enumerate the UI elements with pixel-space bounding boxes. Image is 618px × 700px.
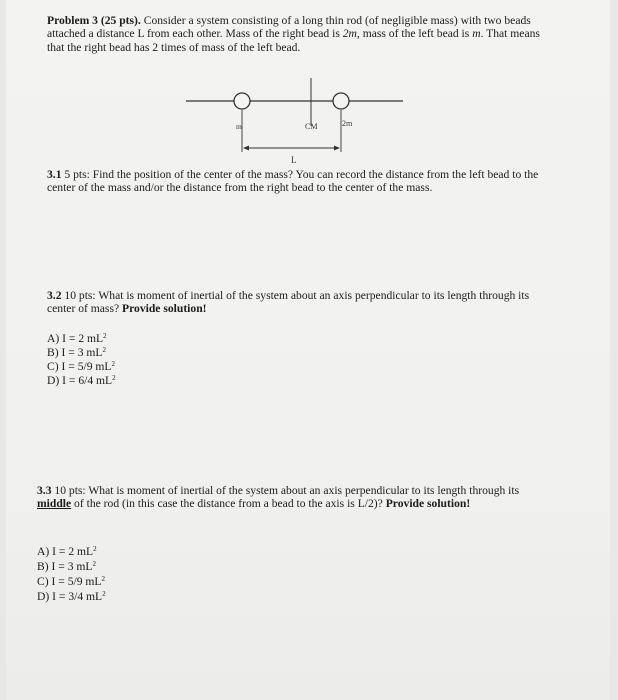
- q32-text: 10 pts: What is moment of inertial of the system about an axis perpendicular to its length through its center of mass?: [47, 289, 530, 316]
- arrowhead-right: [334, 146, 340, 151]
- problem-intro-part-1: Consider a system consisting of a long thin rod (of negligible mass) with two beads attached a distance L from each other. Mass of the right bead is: [47, 14, 531, 41]
- q33-middle-emphasis: middle: [37, 497, 72, 511]
- q33-option-a: A) I = 2 $mL^2$: [37, 545, 97, 558]
- right-mass-symbol: 2m: [342, 27, 357, 41]
- left-mass-symbol: m: [472, 27, 481, 41]
- q32-option-b: B) I = 3 $mL^2$: [47, 346, 106, 359]
- q32-option-d: D) I = 6/4 $mL^2$: [47, 374, 116, 387]
- worksheet-page: [6, 0, 610, 700]
- left-bead: [234, 93, 250, 109]
- q33-text-part-2: of the rod (in this case the distance from a bead to the axis is L/2)?: [71, 497, 386, 511]
- problem-intro-part-2: , mass of the left bead is: [356, 27, 473, 41]
- question-3-2: [47, 289, 537, 316]
- q33-provide-solution: Provide solution!: [385, 497, 471, 511]
- right-bead: [333, 93, 349, 109]
- q31-number: 3.1: [47, 168, 62, 181]
- q33-text-part-1: 10 pts: What is moment of inertial of the system about an axis perpendicular to its length through its: [51, 484, 520, 497]
- arrowhead-left: [243, 146, 249, 151]
- q31-text: 5 pts: Find the position of the center of the mass? You can record the distance from the left bead to the center of the mass and/or the distance from the right bead to the center of the mass.: [47, 168, 539, 195]
- q33-option-d: D) I = 3/4 $mL^2$: [37, 590, 106, 603]
- q33-number: 3.3: [37, 484, 52, 497]
- rod-diagram: [6, 0, 610, 170]
- question-3-1: [47, 168, 547, 195]
- distance-label: L: [291, 155, 297, 165]
- question-3-3: [37, 484, 552, 511]
- q33-option-c: C) I = 5/9 $mL^2$: [37, 575, 106, 588]
- q32-number: 3.2: [47, 289, 62, 302]
- cm-label: CM: [305, 122, 318, 131]
- q32-option-c: C) I = 5/9 $mL^2$: [47, 360, 116, 373]
- q32-provide-solution: Provide solution!: [122, 302, 207, 316]
- left-bead-label: m: [236, 122, 242, 131]
- q32-option-a: A) I = 2 $mL^2$: [47, 332, 107, 345]
- right-bead-label: 2m: [342, 119, 353, 128]
- q33-option-b: B) I = 3 $mL^2$: [37, 560, 96, 573]
- problem-intro-part-3: . That means that the right bead has 2 times of mass of the left bead.: [47, 27, 540, 54]
- problem-header: Problem 3 (25 pts).: [47, 14, 141, 27]
